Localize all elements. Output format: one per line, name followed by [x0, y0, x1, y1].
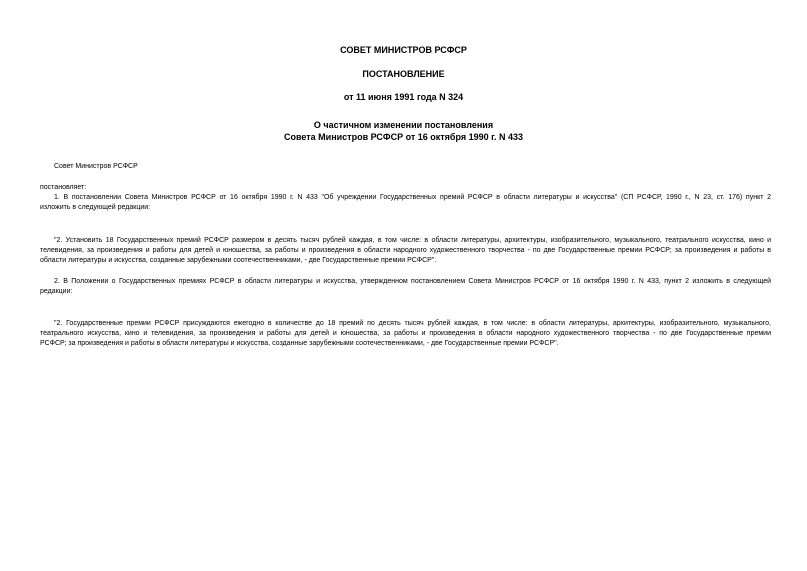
document-type: ПОСТАНОВЛЕНИЕ — [362, 69, 445, 79]
council-name: Совет Министров РСФСР — [54, 163, 138, 170]
paragraph-1-line-2: изложить в следующей редакции: — [40, 204, 151, 211]
paragraph-3-line-2: редакции: — [40, 288, 73, 295]
paragraph-1 — [40, 193, 771, 213]
paragraph-3-line-1: 2. В Положении о Государственных премиях РСФСР в области литературы и искусства, утвержденном постановлением Совета Министров РСФСР от 16 октября 1990 г. N 433, пункт 2 изложить в следующей — [54, 278, 771, 285]
document-subject-line-2: Совета Министров РСФСР от 16 октября 1990 г. N 433 — [283, 132, 524, 142]
paragraph-4-line-1: "2. Государственные премии РСФСР присуждаются ежегодно в количестве до 18 премий по десять тысяч рублей каждая, в том числе: в области литературы, архитектуры, изобразительного, музыкального, — [54, 320, 771, 327]
paragraph-2-line-2: телевидения, за произведения и работы для детей и юношества, за работы и произведения в области народного художественного творчества - по две Государственные премии РСФСР; за произведения и работы в — [40, 247, 771, 254]
document-subject-line-1: О частичном изменении постановления — [313, 120, 494, 130]
paragraph-2-line-3: области литературы и искусства, созданные зарубежными соотечественниками, - две Государственные премии РСФСР". — [40, 257, 437, 264]
paragraph-4 — [40, 319, 771, 349]
paragraph-3 — [40, 277, 771, 297]
paragraph-2-line-1: "2. Установить 18 Государственных премий РСФСР размером в десять тысяч рублей каждая, в том числе: в области литературы, архитектуры, изобразительного, музыкального, театрального искусства, кино и — [54, 237, 771, 244]
paragraph-4-line-2: театрального искусства, кино и телевидения, за произведения и работы для детей и юношества, за работы и произведения в области народного художественного творчества - по две Государственные премии — [40, 330, 771, 337]
paragraph-4-line-3: РСФСР; за произведения и работы в области литературы и искусства, созданные зарубежными соотечественниками, - две Государственные премии РСФСР". — [40, 340, 559, 347]
paragraph-1-line-1: 1. В постановлении Совета Министров РСФСР от 16 октября 1990 г. N 433 "Об учреждении Государственных премий РСФСР в области литературы и искусства" (СП РСФСР, 1990 г., N 23, ст. 176) пункт 2 — [54, 194, 771, 201]
issuing-body: СОВЕТ МИНИСТРОВ РСФСР — [340, 45, 467, 55]
resolves-word: постановляет: — [40, 184, 87, 191]
document-date: от 11 июня 1991 года N 324 — [343, 92, 464, 102]
paragraph-2 — [40, 236, 771, 266]
